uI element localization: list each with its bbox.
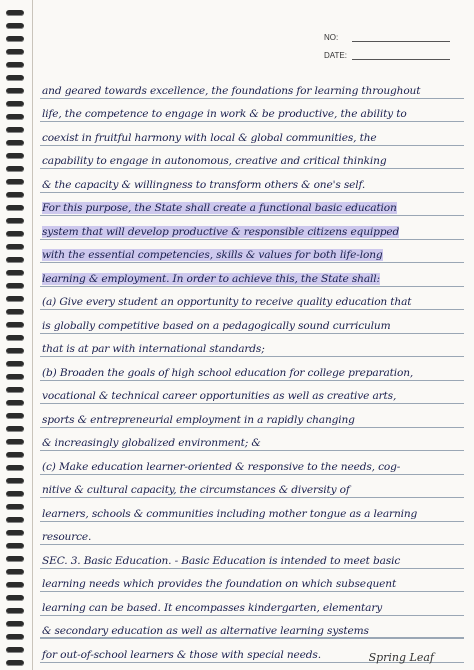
text-line (40, 122, 464, 146)
text-line (40, 498, 464, 522)
line-text: & the capacity & willingness to transform others & one's self. (42, 178, 366, 191)
text-line (40, 75, 464, 99)
binding-hole (6, 205, 24, 211)
spiral-binding (4, 0, 30, 670)
brand-logo: Spring Leaf (368, 651, 434, 664)
line-text: For this purpose, the State shall create a functional basic education (42, 202, 397, 214)
text-line (40, 334, 464, 358)
binding-hole (6, 10, 24, 16)
line-text: (c) Make education learner-oriented & responsive to the needs, cog- (42, 460, 401, 473)
binding-hole (6, 595, 24, 601)
binding-hole (6, 88, 24, 94)
binding-hole (6, 413, 24, 419)
binding-hole (6, 244, 24, 250)
binding-hole (6, 166, 24, 172)
text-line (40, 475, 464, 499)
binding-hole (6, 62, 24, 68)
binding-hole (6, 192, 24, 198)
line-text: & secondary education as well as alternative learning systems (42, 625, 369, 637)
line-text: is globally competitive based on a pedagogically sound curriculum (42, 319, 391, 332)
text-line (40, 146, 464, 170)
text-line (40, 99, 464, 123)
binding-hole (6, 426, 24, 432)
margin-line (32, 0, 33, 670)
line-text: learning needs which provides the foundation on which subsequent (42, 578, 397, 590)
line-text: life, the competence to engage in work & be productive, the ability to (42, 108, 407, 120)
binding-hole (6, 49, 24, 55)
line-text: that is at par with international standards; (42, 343, 265, 355)
line-text: (b) Broaden the goals of high school education for college preparation, (42, 366, 414, 379)
binding-hole (6, 75, 24, 81)
binding-hole (6, 179, 24, 185)
text-line (40, 357, 464, 381)
binding-hole (6, 127, 24, 133)
binding-hole (6, 374, 24, 380)
text-line (40, 310, 464, 334)
text-line (40, 592, 464, 616)
line-text: nitive & cultural capacity, the circumstances & diversity of (42, 484, 350, 496)
text-line (40, 263, 464, 287)
binding-hole (6, 660, 24, 666)
binding-hole (6, 582, 24, 588)
line-text: SEC. 3. Basic Education. - Basic Education is intended to meet basic (42, 554, 401, 567)
binding-hole (6, 465, 24, 471)
binding-hole (6, 608, 24, 614)
line-text: and geared towards excellence, the foundations for learning throughout (42, 84, 421, 97)
line-text: coexist in fruitful harmony with local & global communities, the (42, 131, 377, 144)
no-field (324, 28, 474, 46)
binding-hole (6, 218, 24, 224)
binding-hole (6, 114, 24, 120)
date-field (324, 46, 474, 64)
binding-hole (6, 491, 24, 497)
text-line (40, 381, 464, 405)
date-label: DATE: (324, 50, 347, 60)
binding-hole (6, 504, 24, 510)
binding-hole (6, 387, 24, 393)
binding-hole (6, 647, 24, 653)
binding-hole (6, 283, 24, 289)
text-line (40, 216, 464, 240)
binding-hole (6, 517, 24, 523)
binding-hole (6, 23, 24, 29)
text-line (40, 193, 464, 217)
binding-hole (6, 400, 24, 406)
binding-hole (6, 621, 24, 627)
binding-hole (6, 634, 24, 640)
text-line (40, 240, 464, 264)
binding-hole (6, 556, 24, 562)
binding-hole (6, 153, 24, 159)
text-line (40, 522, 464, 546)
no-label: NO: (324, 32, 339, 42)
line-text: learning can be based. It encompasses kindergarten, elementary (42, 601, 383, 614)
binding-hole (6, 439, 24, 445)
no-line (352, 33, 450, 42)
binding-hole (6, 140, 24, 146)
line-text: with the essential competencies, skills & values for both life-long (42, 249, 383, 261)
binding-hole (6, 543, 24, 549)
binding-hole (6, 296, 24, 302)
text-line (40, 451, 464, 475)
text-line (40, 545, 464, 569)
binding-hole (6, 569, 24, 575)
text-line (40, 616, 464, 640)
binding-hole (6, 478, 24, 484)
text-line (40, 428, 464, 452)
line-text: capability to engage in autonomous, creative and critical thinking (42, 155, 387, 167)
binding-hole (6, 36, 24, 42)
line-text: learning & employment. In order to achieve this, the State shall: (42, 272, 380, 285)
line-text: (a) Give every student an opportunity to receive quality education that (42, 296, 412, 308)
binding-hole (6, 101, 24, 107)
line-text: learners, schools & communities including mother tongue as a learning (42, 507, 418, 520)
handwritten-text (40, 75, 464, 663)
line-text: sports & entrepreneurial employment in a rapidly changing (42, 413, 355, 426)
text-line (40, 569, 464, 593)
line-text: & increasingly globalized environment; & (42, 437, 261, 449)
binding-hole (6, 270, 24, 276)
line-text: resource. (42, 531, 92, 543)
bottom-rule (40, 637, 464, 638)
text-line (40, 169, 464, 193)
binding-hole (6, 322, 24, 328)
text-line (40, 287, 464, 311)
text-line (40, 404, 464, 428)
page-header (324, 28, 474, 64)
binding-hole (6, 335, 24, 341)
binding-hole (6, 231, 24, 237)
line-text: for out-of-school learners & those with special needs. (42, 648, 321, 661)
binding-hole (6, 452, 24, 458)
binding-hole (6, 257, 24, 263)
line-text: vocational & technical career opportunities as well as creative arts, (42, 390, 397, 402)
line-text: system that will develop productive & responsible citizens equipped (42, 225, 400, 238)
binding-hole (6, 361, 24, 367)
binding-hole (6, 530, 24, 536)
binding-hole (6, 309, 24, 315)
binding-hole (6, 348, 24, 354)
date-line (352, 51, 450, 60)
